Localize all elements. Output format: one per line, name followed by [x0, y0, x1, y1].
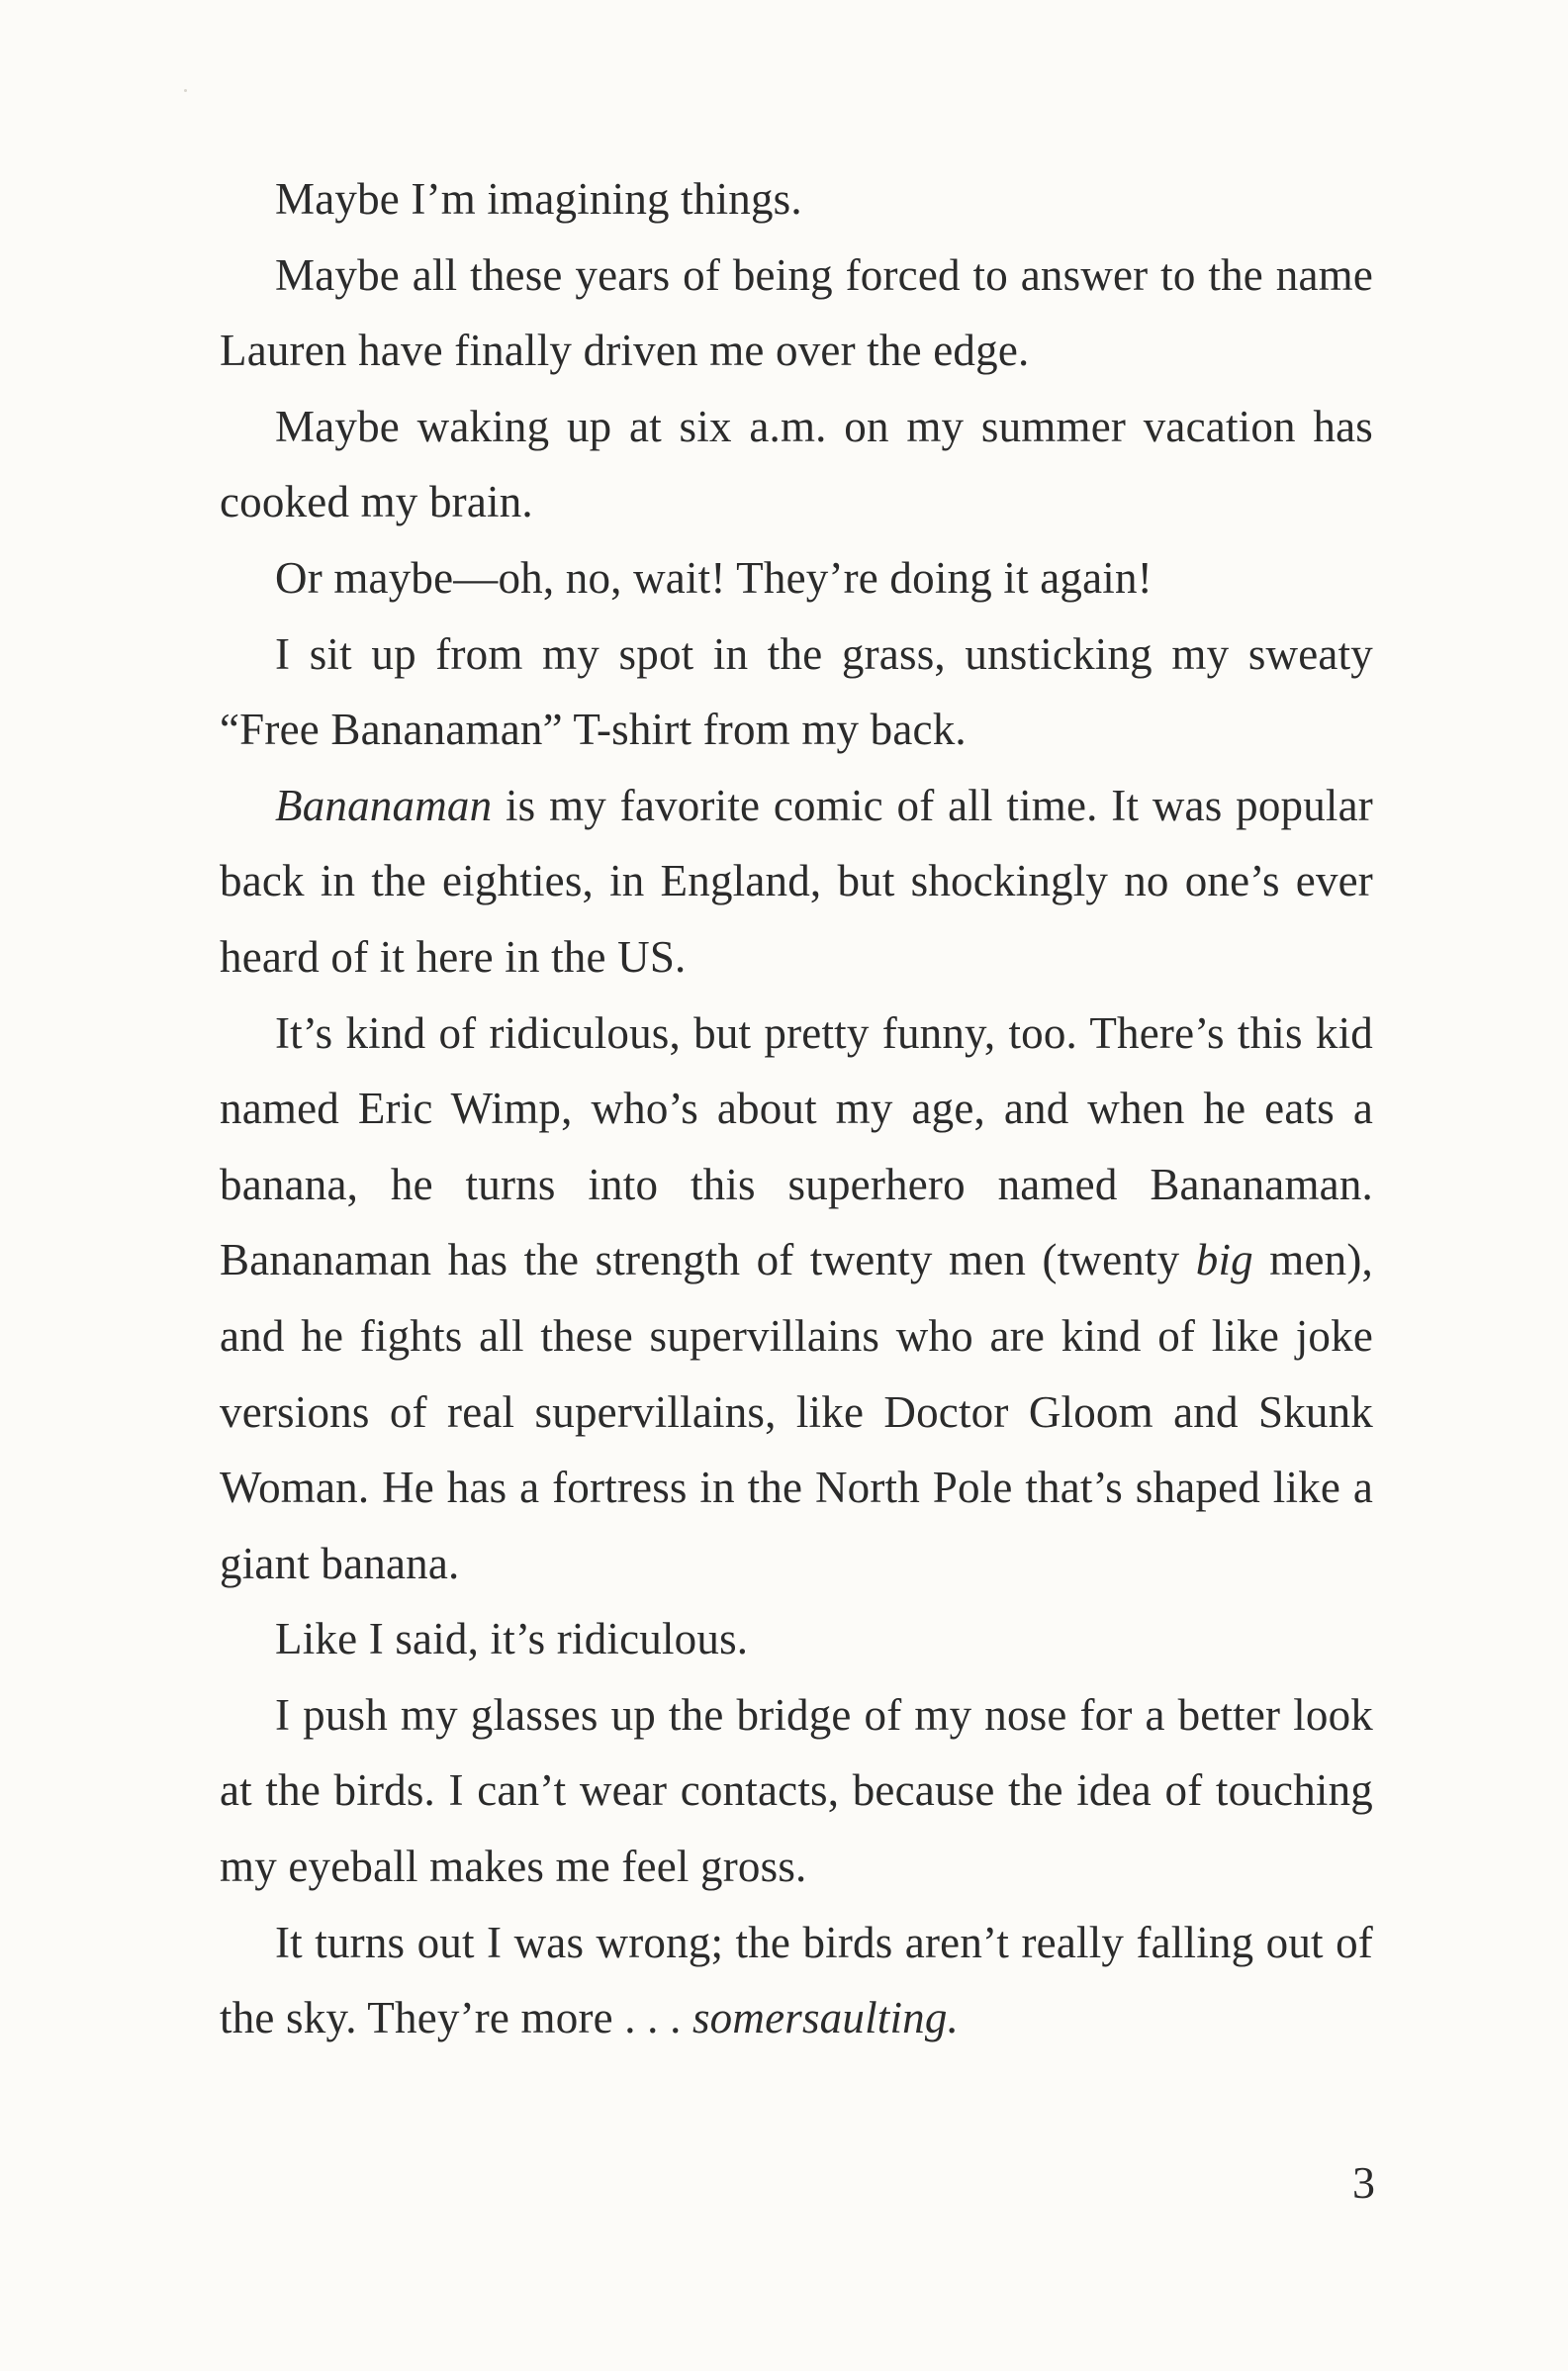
paragraph: [220, 768, 1373, 996]
emphasis: somersaulting.: [692, 1993, 960, 2043]
paragraph: [220, 1905, 1373, 2056]
paragraph-text: men), and he fights all these supervillains who are kind of like joke versions of real supervillains, like Doctor Gloom and Skunk Woman. He has a fortress in the North Pole that’s shaped like a giant banana.: [220, 1235, 1373, 1588]
paragraph: Or maybe—oh, no, wait! They’re doing it again!: [275, 552, 1153, 603]
paragraph: I push my glasses up the bridge of my nose for a better look at the birds. I can’t wear contacts, because the idea of touching my eyeball makes me feel gross.: [220, 1689, 1373, 1892]
page-number: 3: [1352, 2157, 1375, 2208]
emphasis: big: [1195, 1235, 1253, 1285]
paragraph: Maybe all these years of being forced to answer to the name Lauren have finally driven me over the edge.: [220, 249, 1373, 376]
paragraph: Maybe I’m imagining things.: [275, 174, 802, 224]
paragraph-text: It turns out I was wrong; the birds aren’t really falling out of the sky. They’re more . . .: [220, 1917, 1373, 2043]
body-text: [220, 161, 1373, 2056]
comic-title: Bananaman: [275, 780, 493, 830]
paragraph: I sit up from my spot in the grass, unsticking my sweaty “Free Bananaman” T-shirt from my back.: [220, 628, 1373, 755]
paragraph: Like I said, it’s ridiculous.: [275, 1614, 749, 1664]
paper-speck: [184, 89, 187, 92]
paragraph-text: It’s kind of ridiculous, but pretty funny, too. There’s this kid named Eric Wimp, who’s about my age, and when he eats a banana, he turns into this superhero named Bananaman. Bananaman has the strength of twenty men (twenty: [220, 1007, 1373, 1285]
paragraph: [220, 996, 1373, 1602]
paragraph-text: is my favorite comic of all time. It was popular back in the eighties, in England, but shockingly no one’s ever heard of it here in the US.: [220, 780, 1373, 982]
paragraph: Maybe waking up at six a.m. on my summer vacation has cooked my brain.: [220, 401, 1373, 527]
